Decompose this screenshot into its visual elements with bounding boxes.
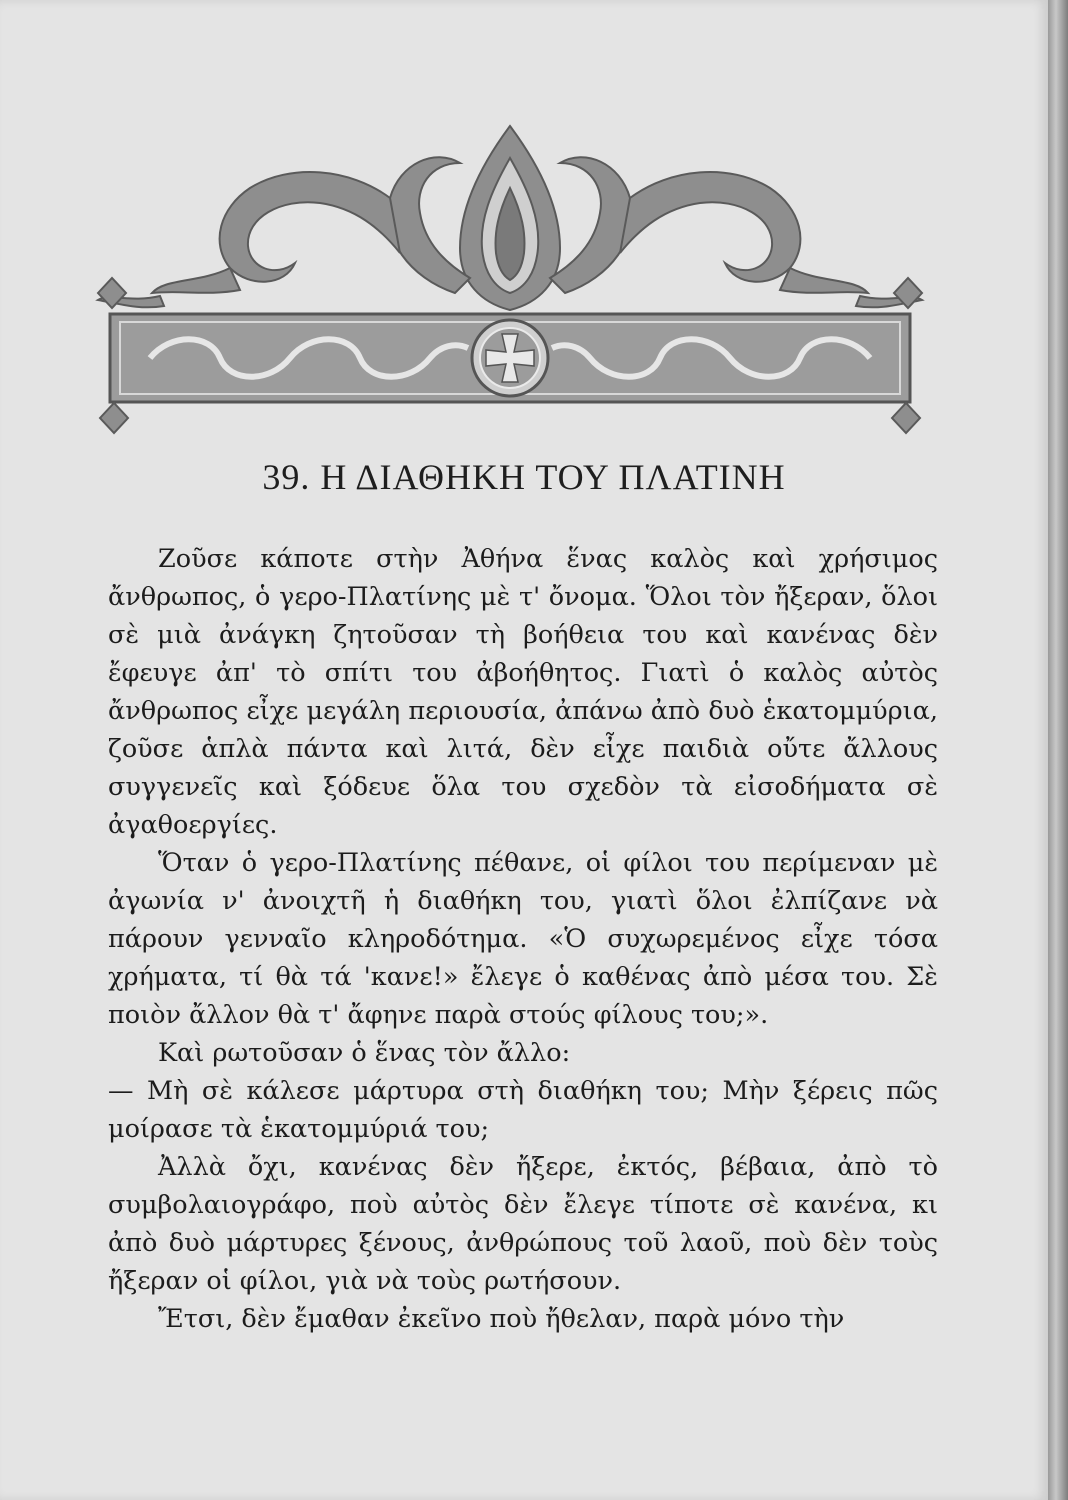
paragraph-5: Ἀλλὰ ὄχι, κανένας δὲν ἤξερε, ἐκτός, βέβαια, ἀπὸ τὸ συμβολαιογράφο, ποὺ αὐτὸς δὲν ἔλεγε τίποτε σὲ κανένα, κι ἀπὸ δυὸ μάρτυρες ξένους, ἀνθρώπους τοῦ λαοῦ, ποὺ δὲν τοὺς ἤξεραν οἱ φίλοι, γιὰ νὰ τοὺς ρωτήσουν.	[108, 1152, 938, 1296]
chapter-body	[108, 540, 938, 1338]
page-edge	[1048, 0, 1068, 1500]
paragraph-4-dialogue: — Μὴ σὲ κάλεσε μάρτυρα στὴ διαθήκη του; Μὴν ξέρεις πῶς μοίρασε τὰ ἑκατομμύριά του;	[108, 1076, 938, 1144]
paragraph-2: Ὅταν ὁ γερο-Πλατίνης πέθανε, οἱ φίλοι του περίμεναν μὲ ἀγωνία ν' ἀνοιχτῆ ἡ διαθήκη του, γιατὶ ὅλοι ἐλπίζανε νὰ πάρουν γενναῖο κληροδότημα. «Ὁ συχωρεμένος εἶχε τόσα χρήματα, τί θὰ τά 'κανε!» ἔλεγε ὁ καθένας ἀπὸ μέσα του. Σὲ ποιὸν ἄλλον θὰ τ' ἄφηνε παρὰ στούς φίλους του;».	[108, 848, 938, 1030]
paragraph-3: Καὶ ρωτοῦσαν ὁ ἕνας τὸν ἄλλο:	[158, 1038, 571, 1068]
chapter-title: 39. Η ΔΙΑΘΗΚΗ ΤΟΥ ΠΛΑΤΙΝΗ	[262, 457, 786, 497]
paragraph-1: Ζοῦσε κάποτε στὴν Ἀθήνα ἕνας καλὸς καὶ χρήσιμος ἄνθρωπος, ὁ γερο-Πλατίνης μὲ τ' ὄνομα. Ὅλοι τὸν ἤξεραν, ὅλοι σὲ μιὰ ἀνάγκη ζητοῦσαν τὴ βοήθεια του καὶ κανένας δὲν ἔφευγε ἀπ' τὸ σπίτι του ἀβοήθητος. Γιατὶ ὁ καλὸς αὐτὸς ἄνθρωπος εἶχε μεγάλη περιουσία, ἀπάνω ἀπὸ δυὸ ἑκατομμύρια, ζοῦσε ἁπλὰ πάντα καὶ λιτά, δὲν εἶχε παιδιὰ οὔτε ἄλλους συγγενεῖς καὶ ξόδευε ὅλα του σχεδὸν τὰ εἰσοδήματα σὲ ἀγαθοεργίες.	[108, 544, 938, 840]
cross-medallion-icon	[472, 320, 548, 396]
byzantine-headpiece-ornament-icon	[90, 118, 930, 438]
paragraph-6: Ἔτσι, δὲν ἔμαθαν ἐκεῖνο ποὺ ἤθελαν, παρὰ μόνο τὴν	[158, 1304, 845, 1334]
